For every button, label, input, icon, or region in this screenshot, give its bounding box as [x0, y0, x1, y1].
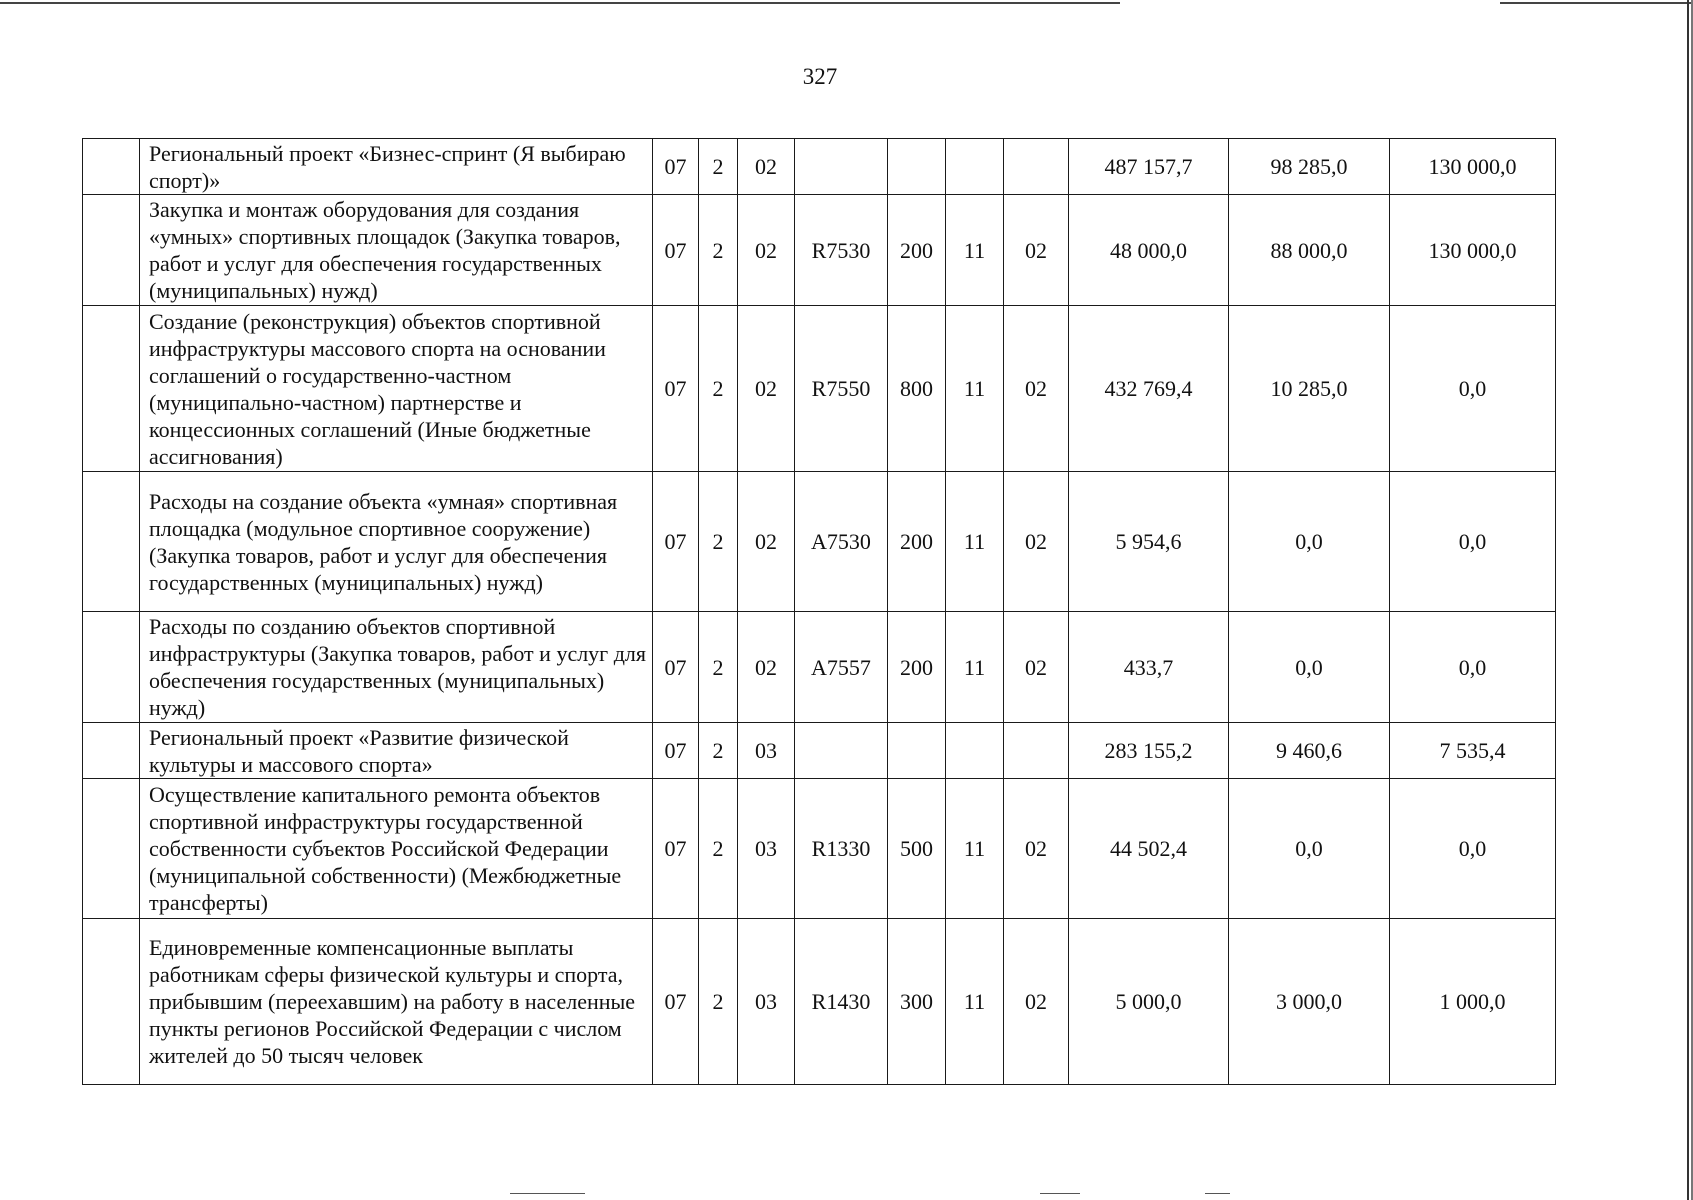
- direction-code: [795, 723, 888, 779]
- amount-year-1: 5 000,0: [1069, 919, 1229, 1085]
- amount-year-2: 98 285,0: [1229, 139, 1390, 195]
- row-name: Единовременные компенсационные выплаты работникам сферы физической культуры и спорта, прибывшим (переехавшим) на работу в населенные пункты регионов Российской Федерации с числом жителей до 50 тысяч человек: [140, 919, 653, 1085]
- subsection-code: 02: [1004, 779, 1069, 919]
- direction-code: R7530: [795, 195, 888, 306]
- page-number: 327: [802, 64, 838, 89]
- section-code: 07: [653, 472, 699, 612]
- row-name: Закупка и монтаж оборудования для создания «умных» спортивных площадок (Закупка товаров, работ и услуг для обеспечения государственных (муниципальных) нужд): [140, 195, 653, 306]
- subsection-code: 02: [1004, 195, 1069, 306]
- expense-type-code: 300: [888, 919, 946, 1085]
- row-name: Региональный проект «Бизнес-спринт (Я выбираю спорт)»: [140, 139, 653, 195]
- table-row: [83, 612, 1556, 723]
- scan-mark-footer-mid: [1040, 1193, 1080, 1194]
- subprogram-code: 02: [738, 139, 795, 195]
- subsection-code: 02: [1004, 612, 1069, 723]
- subprogram-code: 03: [738, 779, 795, 919]
- scan-mark-footer-right: [1205, 1193, 1230, 1194]
- direction-code: R7550: [795, 306, 888, 472]
- row-index-cell: [83, 195, 140, 306]
- subprogram-code: 03: [738, 919, 795, 1085]
- program-code: 2: [699, 612, 738, 723]
- direction-code: A7530: [795, 472, 888, 612]
- section-code: 07: [653, 779, 699, 919]
- expense-type-code: 200: [888, 612, 946, 723]
- amount-year-1: 432 769,4: [1069, 306, 1229, 472]
- row-index-cell: [83, 612, 140, 723]
- program-code: 2: [699, 723, 738, 779]
- amount-year-2: 0,0: [1229, 472, 1390, 612]
- expense-type-code: 500: [888, 779, 946, 919]
- expense-type-code: 800: [888, 306, 946, 472]
- amount-year-2: 88 000,0: [1229, 195, 1390, 306]
- section-code: 07: [653, 919, 699, 1085]
- expense-type-code: [888, 723, 946, 779]
- amount-year-3: 7 535,4: [1390, 723, 1556, 779]
- subprogram-code: 02: [738, 195, 795, 306]
- table-row: [83, 723, 1556, 779]
- row-name: Региональный проект «Развитие физической культуры и массового спорта»: [140, 723, 653, 779]
- subprogram-code: 02: [738, 612, 795, 723]
- scan-edge-top: [0, 2, 1120, 4]
- amount-year-2: 0,0: [1229, 779, 1390, 919]
- row-name: Создание (реконструкция) объектов спортивной инфраструктуры массового спорта на основании соглашений о государственно-частном (муниципально-частном) партнерстве и концессионных соглашений (Иные бюджетные ассигнования): [140, 306, 653, 472]
- section-code: 07: [653, 612, 699, 723]
- row-name: Осуществление капитального ремонта объектов спортивной инфраструктуры государственной собственности субъектов Российской Федерации (муниципальной собственности) (Межбюджетные трансферты): [140, 779, 653, 919]
- subprogram-code: 02: [738, 472, 795, 612]
- amount-year-3: 0,0: [1390, 612, 1556, 723]
- chapter-code: [946, 139, 1004, 195]
- program-code: 2: [699, 195, 738, 306]
- section-code: 07: [653, 139, 699, 195]
- table-row: [83, 195, 1556, 306]
- table-row: [83, 919, 1556, 1085]
- subsection-code: 02: [1004, 919, 1069, 1085]
- program-code: 2: [699, 919, 738, 1085]
- chapter-code: 11: [946, 779, 1004, 919]
- chapter-code: 11: [946, 472, 1004, 612]
- row-index-cell: [83, 779, 140, 919]
- budget-table: [82, 138, 1556, 1085]
- row-index-cell: [83, 723, 140, 779]
- section-code: 07: [653, 195, 699, 306]
- amount-year-1: 44 502,4: [1069, 779, 1229, 919]
- chapter-code: 11: [946, 306, 1004, 472]
- row-index-cell: [83, 919, 140, 1085]
- row-index-cell: [83, 472, 140, 612]
- program-code: 2: [699, 139, 738, 195]
- direction-code: R1430: [795, 919, 888, 1085]
- amount-year-2: 9 460,6: [1229, 723, 1390, 779]
- row-name: Расходы на создание объекта «умная» спортивная площадка (модульное спортивное сооружение) (Закупка товаров, работ и услуг для обеспечения государственных (муниципальных) нужд): [140, 472, 653, 612]
- scan-edge-top-right: [1500, 2, 1693, 4]
- expense-type-code: 200: [888, 472, 946, 612]
- scan-mark-footer-left: [510, 1193, 585, 1194]
- table-row: [83, 779, 1556, 919]
- amount-year-3: 0,0: [1390, 779, 1556, 919]
- chapter-code: 11: [946, 195, 1004, 306]
- program-code: 2: [699, 306, 738, 472]
- table-row: [83, 306, 1556, 472]
- amount-year-3: 0,0: [1390, 306, 1556, 472]
- subsection-code: [1004, 723, 1069, 779]
- amount-year-3: 1 000,0: [1390, 919, 1556, 1085]
- expense-type-code: 200: [888, 195, 946, 306]
- amount-year-2: 0,0: [1229, 612, 1390, 723]
- amount-year-1: 283 155,2: [1069, 723, 1229, 779]
- subsection-code: [1004, 139, 1069, 195]
- direction-code: [795, 139, 888, 195]
- section-code: 07: [653, 306, 699, 472]
- program-code: 2: [699, 472, 738, 612]
- amount-year-1: 487 157,7: [1069, 139, 1229, 195]
- amount-year-1: 48 000,0: [1069, 195, 1229, 306]
- table-row: [83, 472, 1556, 612]
- section-code: 07: [653, 723, 699, 779]
- amount-year-3: 0,0: [1390, 472, 1556, 612]
- subsection-code: 02: [1004, 306, 1069, 472]
- row-index-cell: [83, 139, 140, 195]
- row-index-cell: [83, 306, 140, 472]
- amount-year-1: 5 954,6: [1069, 472, 1229, 612]
- direction-code: R1330: [795, 779, 888, 919]
- amount-year-2: 10 285,0: [1229, 306, 1390, 472]
- chapter-code: 11: [946, 919, 1004, 1085]
- amount-year-2: 3 000,0: [1229, 919, 1390, 1085]
- amount-year-1: 433,7: [1069, 612, 1229, 723]
- program-code: 2: [699, 779, 738, 919]
- amount-year-3: 130 000,0: [1390, 195, 1556, 306]
- chapter-code: [946, 723, 1004, 779]
- expense-type-code: [888, 139, 946, 195]
- table-row: [83, 139, 1556, 195]
- subsection-code: 02: [1004, 472, 1069, 612]
- direction-code: A7557: [795, 612, 888, 723]
- subprogram-code: 03: [738, 723, 795, 779]
- subprogram-code: 02: [738, 306, 795, 472]
- amount-year-3: 130 000,0: [1390, 139, 1556, 195]
- chapter-code: 11: [946, 612, 1004, 723]
- scan-edge-right: [1687, 0, 1689, 1200]
- row-name: Расходы по созданию объектов спортивной инфраструктуры (Закупка товаров, работ и услуг для обеспечения государственных (муниципальных) нужд): [140, 612, 653, 723]
